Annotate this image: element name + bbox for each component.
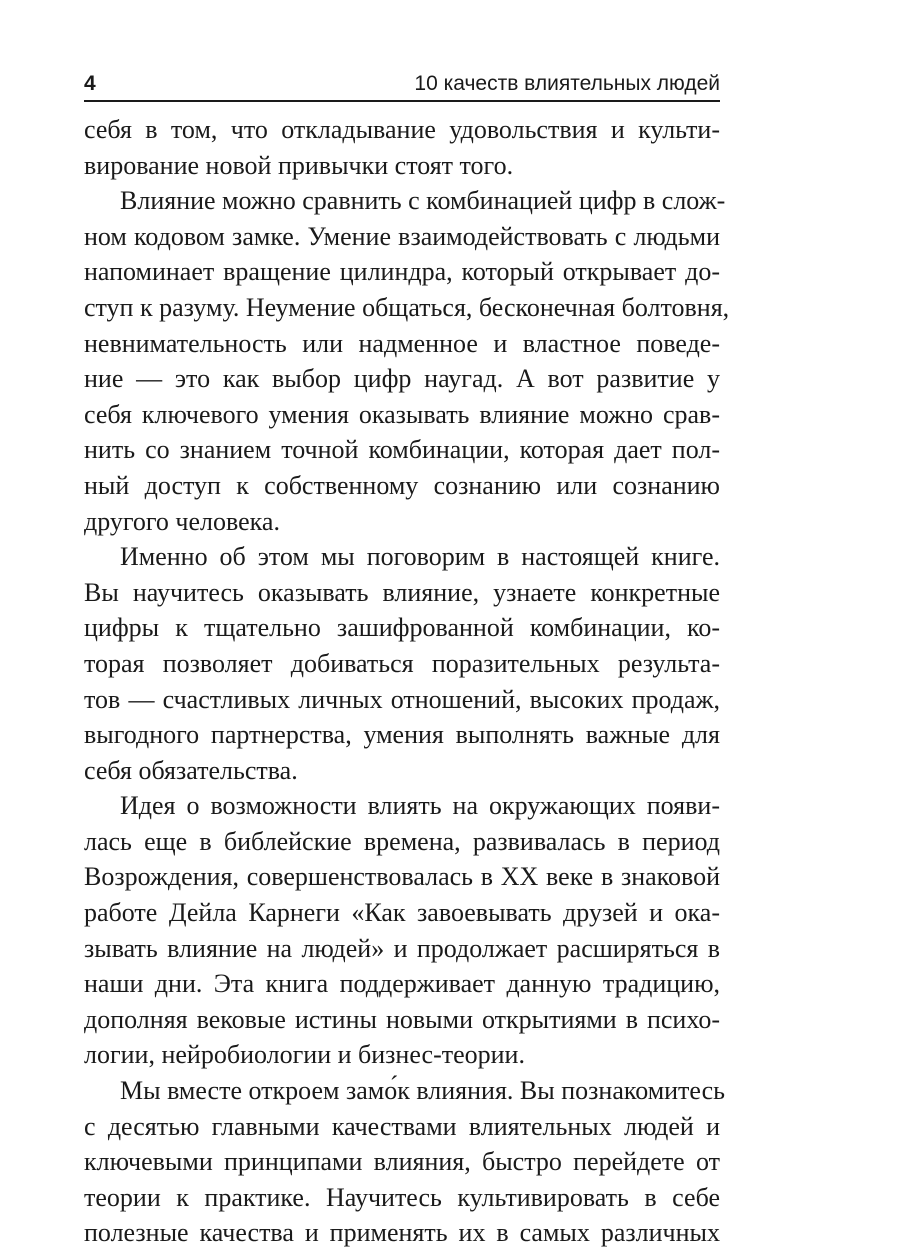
text-line: зывать влияние на людей» и продолжает расширяться в: [84, 933, 720, 963]
text-line: Именно об этом мы поговорим в настоящей книге.: [120, 542, 720, 572]
text-line: дополняя вековые истины новыми открытиями в психо-: [84, 1004, 720, 1034]
text-line: Влияние можно сравнить с комбинацией цифр в слож-: [120, 186, 726, 216]
text-line: другого человека.: [84, 506, 280, 536]
text-line: нить со знанием точной комбинации, которая дает пол-: [84, 435, 720, 465]
text-line: тов — счастливых личных отношений, высоких продаж,: [84, 684, 720, 714]
text-line: ключевыми принципами влияния, быстро перейдете от: [84, 1147, 720, 1177]
text-line: с десятью главными качествами влиятельных людей и: [84, 1111, 720, 1141]
text-line: ние — это как выбор цифр наугад. А вот развитие у: [84, 364, 720, 394]
text-line: себя обязательства.: [84, 755, 298, 785]
text-line: себя в том, что откладывание удовольствия и культи-: [84, 115, 720, 144]
text-line: себя ключевого умения оказывать влияние можно срав-: [84, 399, 720, 429]
text-line: напоминает вращение цилиндра, который открывает до-: [84, 257, 720, 287]
text-line: цифры к тщательно зашифрованной комбинации, ко-: [84, 613, 720, 643]
text-line: выгодного партнерства, умения выполнять важные для: [84, 720, 720, 750]
page-number: 4: [84, 72, 96, 95]
text-line: полезные качества и применять их в самых различных: [84, 1218, 720, 1248]
text-line: Возрождения, совершенствовалась в XX веке в знаковой: [84, 862, 720, 892]
book-title: 10 качеств влиятельных людей: [414, 72, 720, 95]
text-line: лась еще в библейские времена, развивалась в период: [84, 826, 720, 856]
text-line: ный доступ к собственному сознанию или сознанию: [84, 470, 720, 500]
body-text: [84, 112, 730, 1251]
text-line: ступ к разуму. Неумение общаться, бесконечная болтовня,: [84, 292, 730, 322]
text-line: логии, нейробиологии и бизнес-теории.: [84, 1040, 525, 1070]
text-line: теории к практике. Научитесь культивировать в себе: [84, 1182, 720, 1212]
text-line: Мы вместе откроем замо́к влияния. Вы познакомитесь: [120, 1076, 726, 1106]
text-line: Идея о возможности влиять на окружающих появи-: [120, 791, 720, 821]
running-head: [84, 70, 720, 102]
text-line: торая позволяет добиваться поразительных результа-: [84, 648, 720, 678]
text-line: невнимательность или надменное и властное поведе-: [84, 328, 720, 358]
text-line: работе Дейла Карнеги «Как завоевывать друзей и ока-: [84, 898, 720, 928]
text-line: вирование новой привычки стоят того.: [84, 150, 514, 180]
text-line: ном кодовом замке. Умение взаимодействовать с людьми: [84, 221, 720, 251]
text-line: Вы научитесь оказывать влияние, узнаете конкретные: [84, 577, 720, 607]
text-line: наши дни. Эта книга поддерживает данную традицию,: [84, 969, 720, 999]
